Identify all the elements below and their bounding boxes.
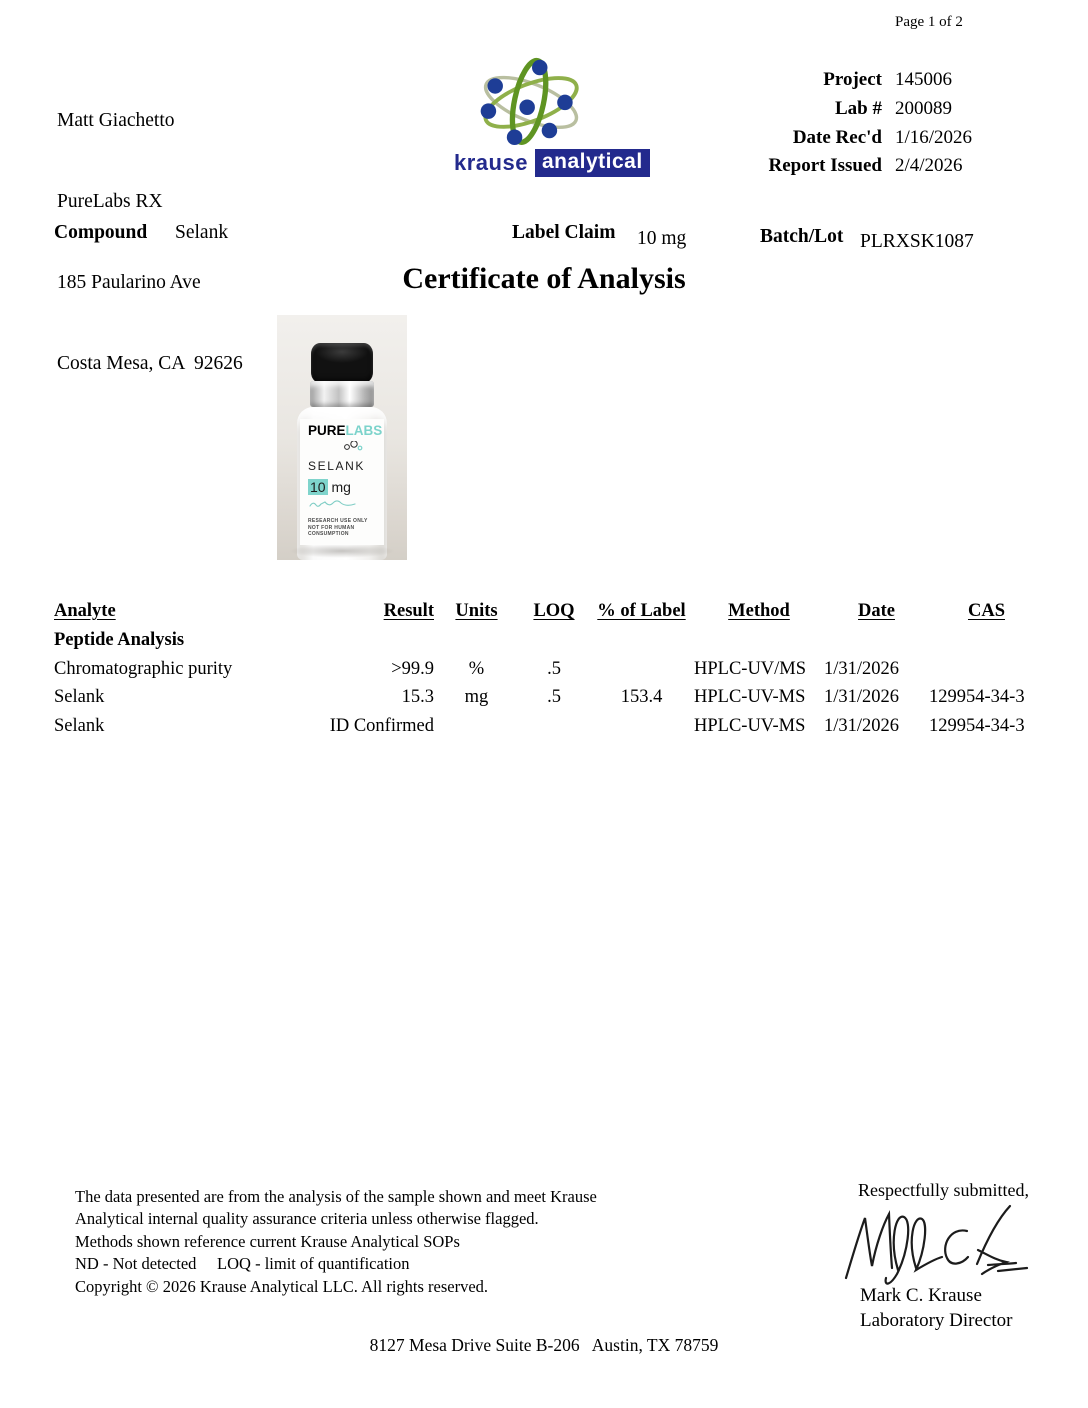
lab-number-value: 200089 [895,97,952,119]
disclaimer-line3: Methods shown reference current Krause Analytical SOPs [75,1231,460,1251]
table-cell-cas: 129954-34-3 [929,687,1025,708]
vial-label [300,419,384,545]
results-table [54,596,1044,740]
table-cell-analyte: Selank [54,687,105,708]
lab-address-footer: 8127 Mesa Drive Suite B-206 Austin, TX 78759 [369,1335,719,1355]
vial-fine-print [308,518,384,538]
vial-dose-unit: mg [331,479,351,495]
disclaimer-line5: Copyright © 2026 Krause Analytical LLC. All rights reserved. [75,1276,489,1296]
recipient-street: 185 Paularino Ave [57,272,201,293]
recipient-company: PureLabs RX [57,191,163,212]
signature-salutation: Respectfully submitted, [858,1180,1029,1200]
table-cell-result: >99.9 [391,658,434,679]
batch-lot-value: PLRXSK1087 [860,231,974,252]
column-header-cas: CAS [967,601,1005,621]
page-title: Certificate of Analysis [402,262,686,295]
sample-summary-row [0,222,1088,252]
atom-icon [452,54,612,146]
column-header-method: Method [728,601,790,621]
table-cell-analyte: Selank [54,715,105,736]
vial-dose [308,479,384,495]
fine-print-line1: RESEARCH USE ONLY [308,518,368,524]
vial-compound-name: SELANK [308,459,365,473]
column-header-analyte: Analyte [54,601,116,621]
table-section-peptide-analysis: Peptide Analysis [54,630,185,650]
table-cell-cas [929,655,1044,684]
label-claim-value: 10 mg [637,228,687,249]
krause-analytical-logo [452,54,643,177]
table-cell-date: 1/31/2026 [824,658,900,679]
column-header-pct-of-label: % of Label [597,601,686,621]
table-cell-pct-of-label: 153.4 [620,687,663,708]
project-value: 145006 [895,69,952,90]
table-cell-pct-of-label [589,712,694,741]
table-cell-result: ID Confirmed [329,715,434,736]
signer-title: Laboratory Director [860,1310,1013,1331]
disclaimer-line4: ND - Not detected LOQ - limit of quantification [75,1254,410,1274]
date-received-value: 1/16/2026 [895,126,973,148]
table-cell-method: HPLC-UV-MS [694,715,806,736]
vial-brand-pure: PURE [308,423,346,438]
column-header-date: Date [858,601,895,621]
table-cell-pct-of-label [589,655,694,684]
vial-brand [308,424,384,438]
disclaimer-block [75,1186,597,1298]
project-label: Project [823,69,882,90]
date-received-label: Date Rec'd [792,126,882,148]
signer-name: Mark C. Krause [860,1285,982,1306]
report-issued-label: Report Issued [768,155,882,177]
recipient-name: Matt Giachetto [57,110,175,131]
compound-label: Compound [54,222,148,243]
table-cell-date: 1/31/2026 [824,715,900,736]
disclaimer-line1: The data presented are from the analysis of the sample shown and meet Krause [75,1187,597,1206]
vial-shadow [289,544,395,558]
logo-wordmark [454,149,643,177]
table-cell-result: 15.3 [401,687,434,708]
vial-crimp-seal [310,381,374,407]
table-cell-cas: 129954-34-3 [929,715,1025,736]
report-issued-value: 2/4/2026 [895,155,963,177]
recipient-city: Costa Mesa, CA 92626 [57,353,243,374]
table-cell-analyte: Chromatographic purity [54,658,233,679]
page-indicator: Page 1 of 2 [895,14,963,30]
logo-word-analytical: analytical [535,149,650,177]
disclaimer-line2: Analytical internal quality assurance criteria unless otherwise flagged. [75,1209,539,1229]
table-cell-units: mg [464,687,489,708]
vial-brand-labs: LABS [345,423,383,438]
column-header-result: Result [383,601,434,621]
table-cell-units: % [468,658,485,679]
lab-number-label: Lab # [835,97,882,119]
vial-cap [311,343,373,383]
column-header-loq: LOQ [533,601,575,621]
batch-lot-label: Batch/Lot [760,226,844,247]
molecule-icon [342,441,364,451]
table-cell-units [434,712,519,741]
table-cell-loq: .5 [547,658,561,679]
fine-print-line2: NOT FOR HUMAN CONSUMPTION [308,524,355,537]
sample-vial-photo [277,315,407,560]
report-info-block [655,66,1045,181]
label-claim-label: Label Claim [512,222,616,243]
table-cell-loq [519,712,589,741]
table-cell-loq: .5 [547,687,561,708]
table-cell-date: 1/31/2026 [824,687,900,708]
column-header-units: Units [455,601,498,621]
table-cell-method: HPLC-UV/MS [694,658,807,679]
signature-image [838,1198,1033,1290]
table-cell-method: HPLC-UV-MS [694,687,806,708]
script-flourish [308,500,358,509]
vial-dose-number: 10 [310,479,326,495]
compound-value: Selank [175,222,229,243]
logo-word-krause: krause [454,150,528,175]
